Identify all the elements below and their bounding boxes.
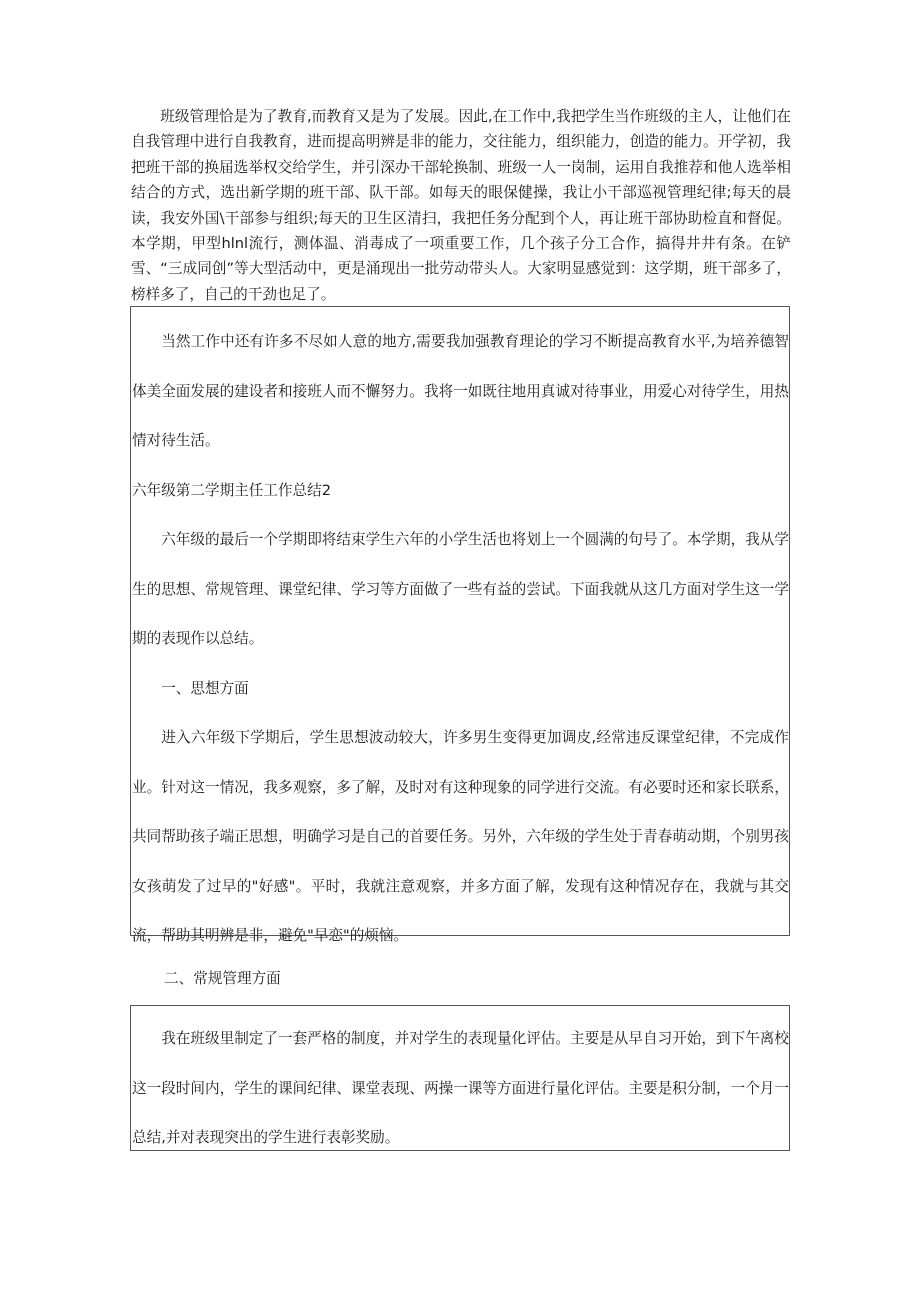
section-title: 六年级第二学期主任工作总结2	[132, 482, 332, 499]
thought-paragraph: 进入六年级下学期后，学生思想波动较大，许多男生变得更加调皮,经常违反课堂纪律，不完成作业。针对这一情况，我多观察，多了解，及时对有这种现象的同学进行交流。有必要时还和家长联系，共同帮助孩子端正思想，明确学习是自己的首要任务。另外，六年级的学生处于青春萌动期，个别男孩女孩萌发了过早的"好感"。平时，我就注意观察，并多方面了解，发现有这种情况存在，我就与其交流，帮助其明辨是非，避免"早恋"的烦恼。	[132, 729, 789, 944]
summary-paragraph: 六年级的最后一个学期即将结束学生六年的小学生活也将划上一个圆满的句号了。本学期，我从学生的思想、常规管理、课堂纪律、学习等方面做了一些有益的尝试。下面我就从这几方面对学生这一学期的表现作以总结。	[132, 531, 789, 647]
routine-paragraph: 我在班级里制定了一套严格的制度，并对学生的表现量化评估。主要是从早自习开始，到下午离校这一段时间内，学生的课间纪律、课堂表现、两操一课等方面进行量化评估。主要是积分制，一个月一总结,并对表现突出的学生进行表彰奖励。	[132, 1030, 789, 1146]
heading-thought: 一、思想方面	[161, 680, 249, 697]
heading-routine-management: 二、常规管理方面	[164, 970, 281, 987]
text-frame-1	[130, 306, 790, 944]
intro-paragraph: 班级管理恰是为了教育,而教育又是为了发展。因此,在工作中,我把学生当作班级的主人，让他们在自我管理中进行自我教育，进而提高明辨是非的能力，交往能力，组织能力，创造的能力。开学初，我把班干部的换届选举权交给学生，并引深办干部轮换制、班级一人一岗制，运用自我推荐和他人选举相结合的方式，选出新学期的班干部、队干部。如每天的眼保健操，我让小干部巡视管理纪律;每天的晨读，我安外国\干部参与组织;每天的卫生区清扫，我把任务分配到个人，再让班干部协助检直和督促。本学期，甲型hlnl流行，测体温、消毒成了一项重要工作，几个孩子分工合作，搞得井井有条。在铲雪、“三成同创”等大型活动中，更是涌现出一批劳动带头人。大家明显感觉到：这学期，班干部多了，榜样多了，自己的干劲也足了。	[131, 108, 791, 303]
text-frame-2	[130, 1005, 790, 1151]
closing-paragraph: 当然工作中还有许多不尽如人意的地方,需要我加强教育理论的学习不断提高教育水平,为培养德智体美全面发展的建设者和接班人而不懈努力。我将一如既往地用真诚对待事业，用爱心对待学生，用热情对待生活。	[132, 333, 789, 449]
